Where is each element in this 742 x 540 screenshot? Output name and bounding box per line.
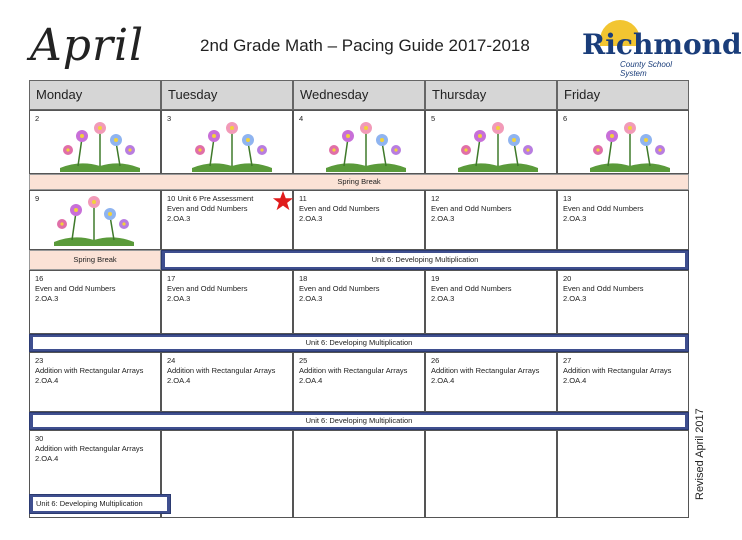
day-number: 25 — [299, 356, 308, 365]
page-title: 2nd Grade Math – Pacing Guide 2017-2018 — [200, 36, 530, 55]
day-number: 30 — [35, 434, 44, 443]
day-number: 11 — [299, 194, 307, 203]
lesson-topic: Addition with Rectangular Arrays — [431, 366, 540, 375]
revised-note: Revised April 2017 — [694, 408, 706, 500]
lesson-topic: Even and Odd Numbers — [563, 284, 644, 293]
unit-band-label: Unit 6: Developing Multiplication — [33, 497, 167, 511]
flower-icon — [192, 122, 272, 172]
day-number: 23 — [35, 356, 44, 365]
lesson-standard: 2.OA.4 — [299, 376, 323, 385]
header-monday: Monday — [29, 80, 161, 110]
day-number: 13 — [563, 194, 572, 203]
unit-band-label: Unit 6: Developing Multiplication — [33, 415, 685, 427]
flower-icon — [54, 196, 134, 246]
day-number: 3 — [167, 114, 172, 123]
lesson-topic: Even and Odd Numbers — [431, 284, 512, 293]
lesson-topic: Addition with Rectangular Arrays — [35, 444, 144, 453]
lesson-topic: Addition with Rectangular Arrays — [35, 366, 144, 375]
day-number: 17 — [167, 274, 176, 283]
lesson-standard: 2.OA.3 — [299, 294, 323, 303]
lesson-standard: 2.OA.4 — [35, 454, 59, 463]
lesson-standard: 2.OA.3 — [35, 294, 59, 303]
lesson-topic: Addition with Rectangular Arrays — [167, 366, 276, 375]
day-number: 12 — [431, 194, 440, 203]
lesson-topic: Even and Odd Numbers — [167, 284, 248, 293]
lesson-topic: Even and Odd Numbers — [431, 204, 512, 213]
day-number: 4 — [299, 114, 304, 123]
unit-band-label: Unit 6: Developing Multiplication — [165, 253, 685, 267]
star-icon — [272, 190, 294, 212]
lesson-standard: 2.OA.3 — [299, 214, 323, 223]
day-number: 27 — [563, 356, 572, 365]
logo-text: Richmond — [582, 28, 742, 61]
day-number: 5 — [431, 114, 436, 123]
lesson-topic: Addition with Rectangular Arrays — [563, 366, 672, 375]
lesson-topic: Even and Odd Numbers — [299, 284, 380, 293]
day-number: 16 — [35, 274, 44, 283]
day-number: 24 — [167, 356, 176, 365]
day-number: 2 — [35, 114, 40, 123]
lesson-topic: Addition with Rectangular Arrays — [299, 366, 408, 375]
day-number: 10 — [167, 194, 176, 203]
day-number: 18 — [299, 274, 308, 283]
lesson-standard: 2.OA.4 — [167, 376, 191, 385]
logo-subtitle: County School System — [620, 60, 673, 78]
header-thursday: Thursday — [425, 80, 557, 110]
unit-band-label: Unit 6: Developing Multiplication — [33, 337, 685, 349]
lesson-topic: Even and Odd Numbers — [563, 204, 644, 213]
lesson-standard: 2.OA.3 — [563, 214, 587, 223]
flower-icon — [590, 122, 670, 172]
header-tuesday: Tuesday — [161, 80, 293, 110]
lesson-standard: 2.OA.4 — [35, 376, 59, 385]
flower-icon — [458, 122, 538, 172]
lesson-standard: 2.OA.3 — [167, 294, 191, 303]
flower-icon — [326, 122, 406, 172]
lesson-standard: 2.OA.3 — [563, 294, 587, 303]
lesson-note: Unit 6 Pre Assessment — [177, 194, 254, 203]
lesson-standard: 2.OA.4 — [563, 376, 587, 385]
day-number: 6 — [563, 114, 568, 123]
lesson-standard: 2.OA.3 — [167, 214, 191, 223]
lesson-topic: Even and Odd Numbers — [167, 204, 248, 213]
spring-break-band: Spring Break — [29, 174, 689, 190]
day-number: 26 — [431, 356, 440, 365]
header-friday: Friday — [557, 80, 689, 110]
lesson-standard: 2.OA.3 — [431, 214, 455, 223]
day-number: 9 — [35, 194, 40, 203]
month-title: April — [30, 20, 145, 71]
header-wednesday: Wednesday — [293, 80, 425, 110]
spring-break-band: Spring Break — [29, 250, 161, 270]
day-number: 19 — [431, 274, 440, 283]
lesson-standard: 2.OA.3 — [431, 294, 455, 303]
lesson-topic: Even and Odd Numbers — [35, 284, 116, 293]
day-number: 20 — [563, 274, 572, 283]
flower-icon — [60, 122, 140, 172]
lesson-standard: 2.OA.4 — [431, 376, 455, 385]
lesson-topic: Even and Odd Numbers — [299, 204, 380, 213]
